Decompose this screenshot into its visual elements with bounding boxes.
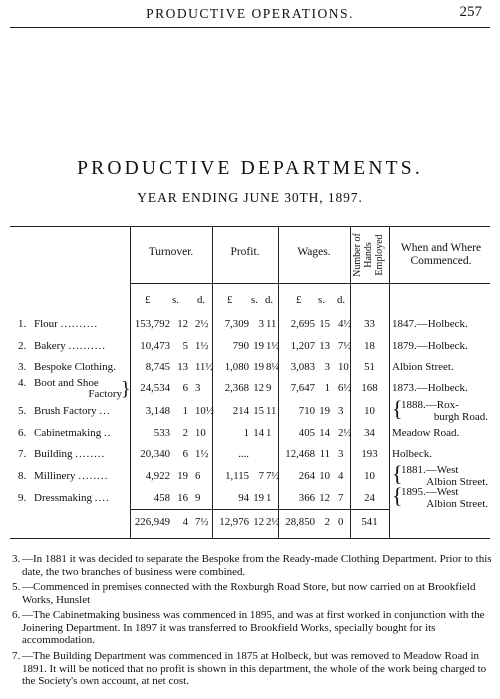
leader-dots: ........ xyxy=(78,470,109,482)
profit-shillings: 7 xyxy=(258,470,264,482)
profit-shillings: 14 xyxy=(253,427,264,439)
turnover-pounds: 20,340 xyxy=(140,448,170,460)
total-profit-pence: 2½ xyxy=(266,516,280,528)
profit-pounds: 2,368 xyxy=(224,382,249,394)
wages-shillings: 19 xyxy=(319,405,330,417)
turnover-shillings: 13 xyxy=(177,361,188,373)
turnover-pounds: 4,922 xyxy=(145,470,170,482)
profit-shillings: 15 xyxy=(253,405,264,417)
turnover-pence: 6 xyxy=(195,470,201,482)
department-name: Flour xyxy=(34,318,58,330)
unit-pounds: £ xyxy=(145,294,151,306)
wages-pence: 7 xyxy=(338,492,344,504)
turnover-pounds: 153,792 xyxy=(134,318,170,330)
unit-pence: d. xyxy=(337,294,346,306)
row-number: 1. xyxy=(18,318,27,330)
footnote-text: —Commenced in premises connected with the Roxburgh Road Store, but now carried on at Brookfield Works, Hunslet xyxy=(22,581,476,606)
profit-pounds: 214 xyxy=(232,405,249,417)
department-name: Cabinetmaking xyxy=(34,427,102,439)
turnover-pounds: 3,148 xyxy=(145,405,170,417)
footnote-text: —The Cabinetmaking business was commenced in 1895, and was at first worked in conjunction with the Joinering Department. In 1897 it was transferred to Brookfield Works, specially bought for its accommodation. xyxy=(22,609,485,646)
wages-shillings: 3 xyxy=(324,361,330,373)
turnover-pence: 2½ xyxy=(195,318,209,330)
turnover-shillings: 12 xyxy=(177,318,188,330)
profit-pounds: 7,309 xyxy=(224,318,249,330)
profit-shillings: 19 xyxy=(253,340,264,352)
leader-dots: ........ xyxy=(75,448,106,460)
table-header-rule xyxy=(130,283,490,284)
wages-pounds: 1,207 xyxy=(290,340,315,352)
turnover-pounds: 10,473 xyxy=(140,340,170,352)
footnote-text: —In 1881 it was decided to separate the Bespoke from the Ready-made Clothing Department. Prior to this date, the two branches of business were combined. xyxy=(22,553,492,578)
department-name: Bespoke Clothing. xyxy=(34,361,116,373)
table-top-rule xyxy=(10,226,490,227)
hands-employed: 168 xyxy=(361,382,378,394)
unit-shillings: s. xyxy=(251,294,258,306)
row-department-name xyxy=(34,470,108,482)
profit-pence: 11 xyxy=(266,318,277,330)
turnover-pence: 9 xyxy=(195,492,201,504)
profit-pence: 7½ xyxy=(266,470,280,482)
header-rule xyxy=(10,27,490,28)
footnote xyxy=(12,581,492,606)
wages-shillings: 10 xyxy=(319,470,330,482)
wages-shillings: 14 xyxy=(319,427,330,439)
wages-pence: 10 xyxy=(338,361,349,373)
profit-shillings: 12 xyxy=(253,382,264,394)
turnover-pounds: 8,745 xyxy=(145,361,170,373)
row-brace: } xyxy=(121,378,131,400)
row-number: 3. xyxy=(18,361,27,373)
turnover-shillings: 16 xyxy=(177,492,188,504)
turnover-shillings: 6 xyxy=(182,448,188,460)
leader-dots: .......... xyxy=(68,340,107,352)
wages-pence: 3 xyxy=(338,448,344,460)
wages-pounds: 405 xyxy=(298,427,315,439)
row-number: 9. xyxy=(18,492,27,504)
turnover-pence: 3 xyxy=(195,382,201,394)
total-wages-pounds: 28,850 xyxy=(285,516,315,528)
profit-pence: 1½ xyxy=(266,340,280,352)
header-hands-employed: Number of Hands Employed xyxy=(352,233,385,277)
row-number: 5. xyxy=(18,405,27,417)
leader-dots: .... xyxy=(94,492,110,504)
profit-pounds: 1 xyxy=(243,427,249,439)
profit-pence: 1 xyxy=(266,427,272,439)
row-department-name xyxy=(34,340,106,352)
turnover-pence: 1½ xyxy=(195,340,209,352)
unit-pounds: £ xyxy=(227,294,233,306)
total-wages-shillings: 2 xyxy=(324,516,330,528)
turnover-shillings: 1 xyxy=(182,405,188,417)
page-subtitle: YEAR ENDING JUNE 30TH, 1897. xyxy=(137,190,363,205)
row-number: 6. xyxy=(18,427,27,439)
when-where-commenced: 1895.—West xyxy=(401,486,459,498)
row-number: 4. xyxy=(18,377,27,389)
wages-shillings: 12 xyxy=(319,492,330,504)
unit-shillings: s. xyxy=(318,294,325,306)
footnote-number: 5. xyxy=(12,581,21,593)
header-profit: Profit. xyxy=(230,246,260,258)
turnover-shillings: 6 xyxy=(182,382,188,394)
wages-pence: 3 xyxy=(338,405,344,417)
table-total-rule xyxy=(130,509,390,510)
row-brace-left: { xyxy=(392,396,403,421)
when-where-commenced: 1888.—Rox- xyxy=(401,399,459,411)
profit-pounds: 790 xyxy=(232,340,249,352)
turnover-pence: 1½ xyxy=(195,448,209,460)
row-brace-left: { xyxy=(392,483,403,508)
profit-pence: 1 xyxy=(266,492,272,504)
footnote xyxy=(12,609,492,647)
total-profit-shillings: 12 xyxy=(253,516,264,528)
when-where-commenced: Holbeck. xyxy=(392,448,433,460)
total-wages-pence: 0 xyxy=(338,516,344,528)
turnover-pounds: 24,534 xyxy=(140,382,170,394)
total-turnover-pence: 7½ xyxy=(195,516,209,528)
wages-pence: 2½ xyxy=(338,427,352,439)
header-turnover: Turnover. xyxy=(148,246,194,258)
when-where-commenced-continued: burgh Road. xyxy=(433,411,488,423)
hands-employed: 24 xyxy=(364,492,375,504)
turnover-shillings: 19 xyxy=(177,470,188,482)
when-where-commenced: Albion Street. xyxy=(392,361,454,373)
unit-shillings: s. xyxy=(172,294,179,306)
row-department-name xyxy=(34,448,105,460)
total-turnover-pounds: 226,949 xyxy=(134,516,170,528)
footnote-text: —The Building Department was commenced in 1875 at Holbeck, but was removed to Meadow Road in 1891. It will be noticed that no profit is shown in this department, the whole of the work being charged to the Society's own account, at net cost. xyxy=(22,650,487,687)
turnover-pounds: 533 xyxy=(153,427,170,439)
profit-pence: 11 xyxy=(266,405,277,417)
row-number: 7. xyxy=(18,448,27,460)
profit-pounds: .... xyxy=(238,448,249,460)
wages-shillings: 15 xyxy=(319,318,330,330)
footnote xyxy=(12,553,492,578)
when-where-commenced-continued: Albion Street. xyxy=(426,498,488,510)
turnover-shillings: 2 xyxy=(182,427,188,439)
hands-employed: 193 xyxy=(361,448,378,460)
wages-pounds: 366 xyxy=(298,492,315,504)
wages-pounds: 710 xyxy=(298,405,315,417)
wages-pounds: 12,468 xyxy=(285,448,315,460)
header-when-where: When and Where Commenced. xyxy=(400,242,482,267)
total-hands: 541 xyxy=(361,516,378,528)
hands-employed: 10 xyxy=(364,470,375,482)
hands-employed: 18 xyxy=(364,340,375,352)
wages-shillings: 13 xyxy=(319,340,330,352)
profit-pounds: 1,080 xyxy=(224,361,249,373)
row-department-name xyxy=(34,318,98,330)
hands-employed: 34 xyxy=(364,427,375,439)
wages-pounds: 7,647 xyxy=(290,382,315,394)
page-number: 257 xyxy=(459,4,482,20)
wages-pence: 6½ xyxy=(338,382,352,394)
leader-dots: .......... xyxy=(60,318,99,330)
footnote-number: 7. xyxy=(12,650,21,662)
department-name-continued: Factory xyxy=(88,388,122,400)
wages-shillings: 1 xyxy=(324,382,330,394)
when-where-commenced: 1873.—Holbeck. xyxy=(392,382,468,394)
turnover-pence: 10 xyxy=(195,427,206,439)
profit-pounds: 94 xyxy=(238,492,249,504)
department-name: Dressmaking xyxy=(34,492,93,504)
leader-dots: .. xyxy=(103,427,112,439)
wages-pence: 4½ xyxy=(338,318,352,330)
when-where-commenced: Meadow Road. xyxy=(392,427,460,439)
department-name: Brush Factory xyxy=(34,405,97,417)
profit-pence: 9 xyxy=(266,382,272,394)
department-name: Boot and Shoe xyxy=(34,377,99,389)
running-title: PRODUCTIVE OPERATIONS. xyxy=(146,6,354,21)
department-name: Millinery xyxy=(34,470,76,482)
wages-pence: 4 xyxy=(338,470,344,482)
wages-pounds: 2,695 xyxy=(290,318,315,330)
hands-employed: 10 xyxy=(364,405,375,417)
row-department-name xyxy=(34,427,111,439)
when-where-commenced: 1881.—West xyxy=(401,464,459,476)
row-number: 8. xyxy=(18,470,27,482)
profit-shillings: 19 xyxy=(253,492,264,504)
total-profit-pounds: 12,976 xyxy=(219,516,249,528)
department-name: Building xyxy=(34,448,73,460)
column-divider xyxy=(389,226,390,538)
when-where-commenced: 1847.—Holbeck. xyxy=(392,318,468,330)
turnover-shillings: 5 xyxy=(182,340,188,352)
total-turnover-shillings: 4 xyxy=(182,516,188,528)
row-department-name xyxy=(34,361,116,373)
hands-employed: 33 xyxy=(364,318,375,330)
header-wages: Wages. xyxy=(297,246,331,258)
wages-pence: 7½ xyxy=(338,340,352,352)
when-where-commenced-continued: Albion Street. xyxy=(426,476,488,488)
page-title: PRODUCTIVE DEPARTMENTS. xyxy=(77,158,423,179)
footnote xyxy=(12,650,492,688)
profit-pounds: 1,115 xyxy=(225,470,249,482)
leader-dots: ... xyxy=(99,405,111,417)
profit-pence: 8¼ xyxy=(266,361,280,373)
row-number: 2. xyxy=(18,340,27,352)
profit-shillings: 3 xyxy=(258,318,264,330)
turnover-pence: 11½ xyxy=(195,361,214,373)
wages-pounds: 264 xyxy=(298,470,315,482)
row-department-name xyxy=(34,492,110,504)
row-department-name xyxy=(34,405,111,417)
table-bottom-rule xyxy=(10,538,490,539)
row-brace-left: { xyxy=(392,461,403,486)
unit-pence: d. xyxy=(265,294,274,306)
unit-pounds: £ xyxy=(296,294,302,306)
wages-pounds: 3,083 xyxy=(290,361,315,373)
footnote-number: 6. xyxy=(12,609,21,621)
footnote-number: 3. xyxy=(12,553,21,565)
hands-employed: 51 xyxy=(364,361,375,373)
turnover-pence: 10½ xyxy=(195,405,214,417)
turnover-pounds: 458 xyxy=(153,492,170,504)
wages-shillings: 11 xyxy=(319,448,330,460)
department-name: Bakery xyxy=(34,340,66,352)
when-where-commenced: 1879.—Holbeck. xyxy=(392,340,468,352)
profit-shillings: 19 xyxy=(253,361,264,373)
unit-pence: d. xyxy=(197,294,206,306)
